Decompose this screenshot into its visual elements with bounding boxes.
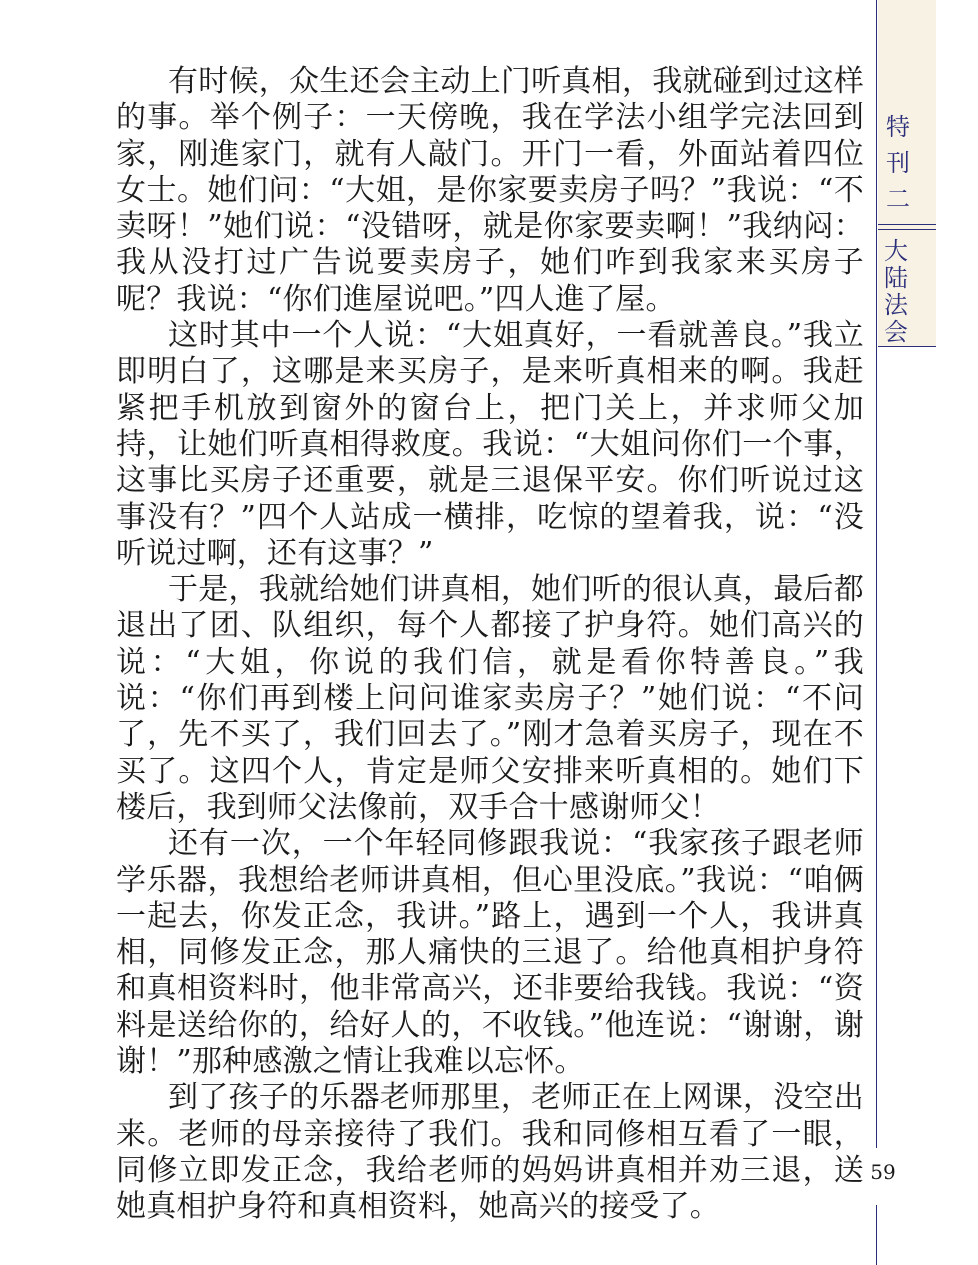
special-issue-char: 特 [886,113,910,141]
side-tab [878,0,936,347]
special-issue-label [878,110,916,218]
article-body [116,64,864,1226]
paragraph: 于是，我就给她们讲真相，她们听的很认真，最后都退出了团、队组织，每个人都接了护身符。她们高兴的说：“大姐，你说的我们信，就是看你特善良。”我说：“你们再到楼上问问谁家卖房子？”她们说：“不问了，先不买了，我们回去了。”刚才急着买房子，现在不买了。这四个人，肯定是师父安排来听真相的。她们下楼后，我到师父法像前，双手合十感谢师父！ [116,572,864,825]
section-label: 大陆法会 [884,237,908,346]
tab-divider [878,224,936,225]
paragraph: 这时其中一个人说：“大姐真好，一看就善良。”我立即明白了，这哪是来买房子，是来听真相来的啊。我赶紧把手机放到窗外的窗台上，把门关上，并求师父加持，让她们听真相得救度。我说：“大姐问你们一个事，这事比买房子还重要，就是三退保平安。你们听说过这事没有？”四个人站成一横排，吃惊的望着我，说：“没听说过啊，还有这事？” [116,318,864,571]
paragraph: 有时候，众生还会主动上门听真相，我就碰到过这样的事。举个例子：一天傍晚，我在学法小组学完法回到家，刚進家门，就有人敲门。开门一看，外面站着四位女士。她们问：“大姐，是你家要卖房子吗？”我说：“不卖呀！”她们说：“没错呀，就是你家要卖啊！”我纳闷：我从没打过广告说要卖房子，她们咋到我家来买房子呢？我说：“你们進屋说吧。”四人進了屋。 [116,64,864,317]
paragraph: 到了孩子的乐器老师那里，老师正在上网课，没空出来。老师的母亲接待了我们。我和同修相互看了一眼，同修立即发正念，我给老师的妈妈讲真相并劝三退，送她真相护身符和真相资料，她高兴的接受了。 [116,1080,864,1225]
page-number: 59 [870,1160,896,1184]
special-issue-char: 刊 [886,149,910,177]
paragraph: 还有一次，一个年轻同修跟我说：“我家孩子跟老师学乐器，我想给老师讲真相，但心里没底。”我说：“咱俩一起去，你发正念，我讲。”路上，遇到一个人，我讲真相，同修发正念，那人痛快的三退了。给他真相护身符和真相资料时，他非常高兴，还非要给我钱。我说：“资料是送给你的，给好人的，不收钱。”他连说：“谢谢，谢谢！”那种感激之情让我难以忘怀。 [116,826,864,1080]
tab-divider [878,229,936,230]
special-issue-char: 二 [886,185,910,213]
margin-rule-bottom [876,1205,877,1265]
margin-rule-top [876,0,877,1148]
